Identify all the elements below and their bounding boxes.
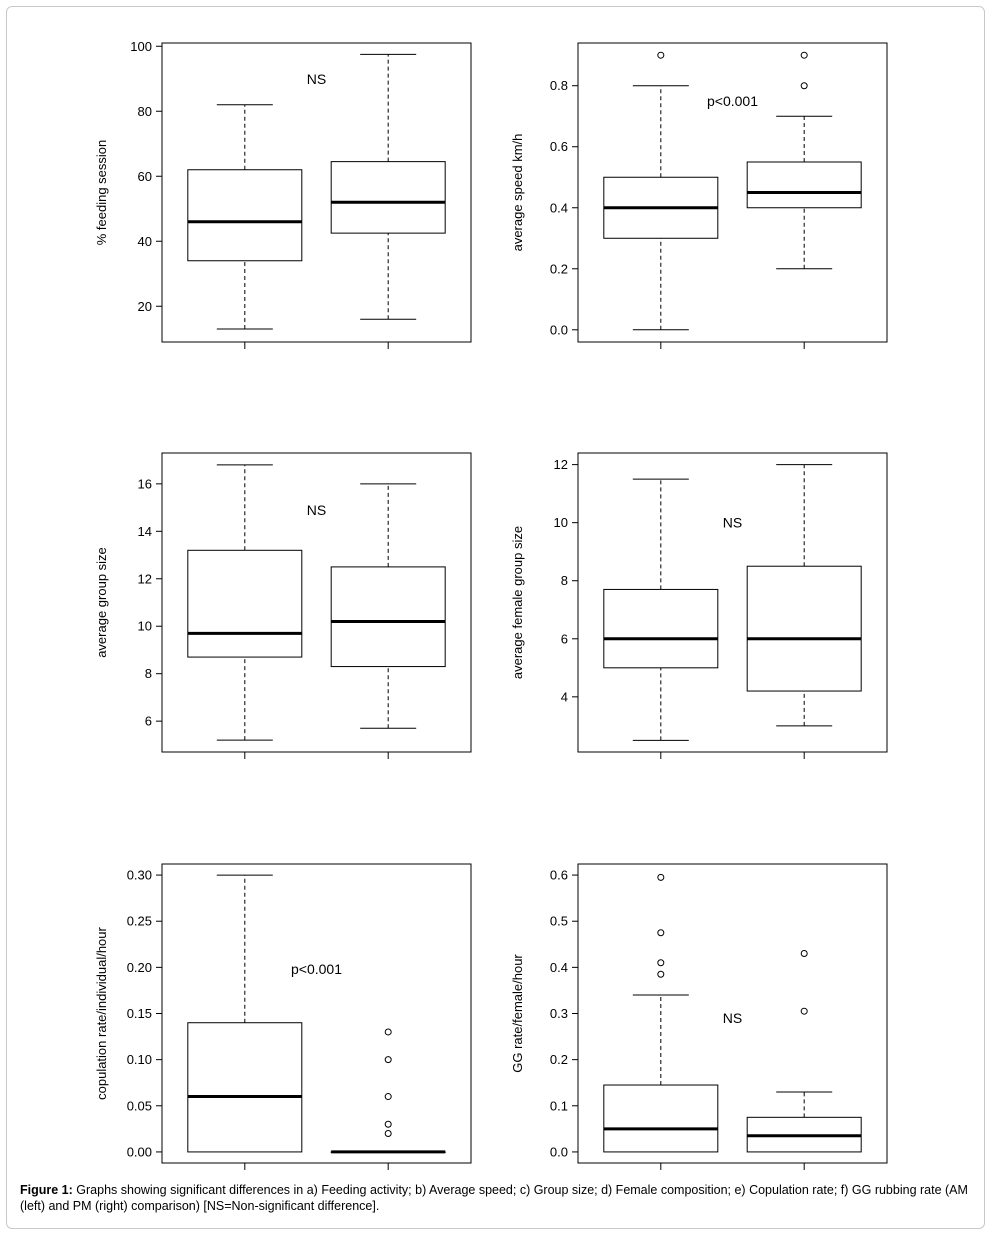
- figure-caption: [20, 1182, 978, 1214]
- panel-2: [510, 43, 887, 349]
- significance-annotation: NS: [306, 70, 327, 87]
- y-tick-label: 0.15: [126, 1006, 152, 1021]
- y-tick-label: 100: [130, 38, 152, 54]
- panel-6: [510, 864, 887, 1170]
- y-tick-label: 0.2: [549, 261, 568, 277]
- plot-frame: [162, 43, 471, 342]
- y-axis-label: average speed km/h: [510, 133, 525, 252]
- y-tick-label: 0.1: [549, 1098, 568, 1114]
- box-group-pm: [747, 52, 861, 269]
- significance-annotation: NS: [306, 501, 327, 518]
- box-group-pm: [331, 484, 445, 728]
- y-tick-label: 0.20: [126, 959, 152, 975]
- y-tick-label: 16: [137, 476, 152, 492]
- y-tick-label: 0.10: [126, 1052, 152, 1068]
- y-axis-label: copulation rate/individual/hour: [94, 927, 109, 1100]
- y-tick-label: 0.3: [549, 1006, 568, 1021]
- y-tick-label: 0.0: [549, 322, 568, 338]
- iqr-box: [331, 162, 445, 234]
- y-tick-label: 0.5: [549, 913, 568, 929]
- y-tick-label: 40: [137, 233, 152, 249]
- iqr-box: [604, 1085, 718, 1152]
- y-tick-label: 10: [553, 515, 568, 531]
- outlier-point: [385, 1094, 391, 1100]
- y-tick-label: 14: [137, 523, 152, 539]
- y-tick-label: 0.4: [549, 200, 568, 216]
- y-tick-label: 6: [560, 631, 568, 647]
- outlier-point: [658, 52, 664, 58]
- outlier-point: [801, 951, 807, 957]
- iqr-box: [747, 162, 861, 208]
- iqr-box: [188, 550, 302, 657]
- y-tick-label: 0.6: [549, 139, 568, 155]
- box-group-pm: [747, 465, 861, 726]
- iqr-box: [188, 1023, 302, 1152]
- caption-text: Graphs showing significant differences in a) Feeding activity; b) Average speed; c) Group size; d) Female composition; e) Copulation rate; f) GG rubbing rate (AM (left) and PM (right) comparison) [NS=Non-significant difference].: [20, 1183, 968, 1213]
- y-tick-label: 8: [144, 666, 152, 682]
- panel-5: [94, 864, 471, 1170]
- outlier-point: [658, 971, 664, 977]
- y-tick-label: 60: [137, 168, 152, 184]
- y-tick-label: 12: [137, 571, 152, 587]
- plot-frame: [162, 453, 471, 752]
- outlier-point: [385, 1029, 391, 1035]
- outlier-point: [385, 1121, 391, 1127]
- iqr-box: [604, 589, 718, 667]
- y-axis-label: % feeding session: [94, 139, 109, 246]
- panel-4: [510, 453, 887, 759]
- box-group-pm: [331, 1029, 445, 1152]
- y-tick-label: 0.0: [549, 1144, 568, 1160]
- outlier-point: [801, 52, 807, 58]
- outlier-point: [801, 1008, 807, 1014]
- y-tick-label: 8: [560, 573, 568, 589]
- y-axis-label: average group size: [94, 547, 109, 658]
- box-group-am: [188, 105, 302, 329]
- significance-annotation: NS: [722, 1010, 743, 1027]
- y-tick-label: 0.2: [549, 1052, 568, 1068]
- y-tick-label: 0.4: [549, 959, 568, 975]
- box-group-am: [188, 465, 302, 740]
- y-tick-label: 12: [553, 457, 568, 473]
- significance-annotation: p<0.001: [291, 961, 342, 978]
- y-tick-label: 6: [144, 713, 152, 729]
- outlier-point: [385, 1057, 391, 1063]
- y-tick-label: 4: [560, 689, 568, 705]
- plot-frame: [162, 864, 471, 1163]
- panel-3: [94, 453, 471, 759]
- y-tick-label: 0.05: [126, 1098, 152, 1114]
- y-tick-label: 0.30: [126, 867, 152, 883]
- box-group-am: [604, 874, 718, 1152]
- box-group-am: [604, 479, 718, 740]
- y-tick-label: 20: [137, 298, 152, 314]
- y-tick-label: 0.00: [126, 1144, 152, 1160]
- y-tick-label: 80: [137, 103, 152, 119]
- box-group-am: [188, 875, 302, 1152]
- y-axis-label: average female group size: [510, 525, 525, 680]
- iqr-box: [188, 170, 302, 261]
- y-tick-label: 0.25: [126, 913, 152, 929]
- iqr-box: [331, 567, 445, 667]
- outlier-point: [385, 1130, 391, 1136]
- box-group-pm: [331, 54, 445, 319]
- plot-frame: [578, 453, 887, 752]
- y-tick-label: 0.6: [549, 867, 568, 883]
- box-group-pm: [747, 951, 861, 1152]
- caption-label: Figure 1:: [20, 1183, 73, 1197]
- outlier-point: [801, 83, 807, 89]
- y-tick-label: 0.8: [549, 78, 568, 94]
- outlier-point: [658, 874, 664, 880]
- significance-annotation: p<0.001: [707, 92, 758, 109]
- box-group-am: [604, 52, 718, 330]
- outlier-point: [658, 930, 664, 936]
- y-axis-label: GG rate/female/hour: [510, 954, 525, 1073]
- y-tick-label: 10: [137, 618, 152, 634]
- panel-1: [94, 39, 471, 349]
- iqr-box: [747, 566, 861, 691]
- outlier-point: [658, 960, 664, 966]
- significance-annotation: NS: [722, 514, 743, 531]
